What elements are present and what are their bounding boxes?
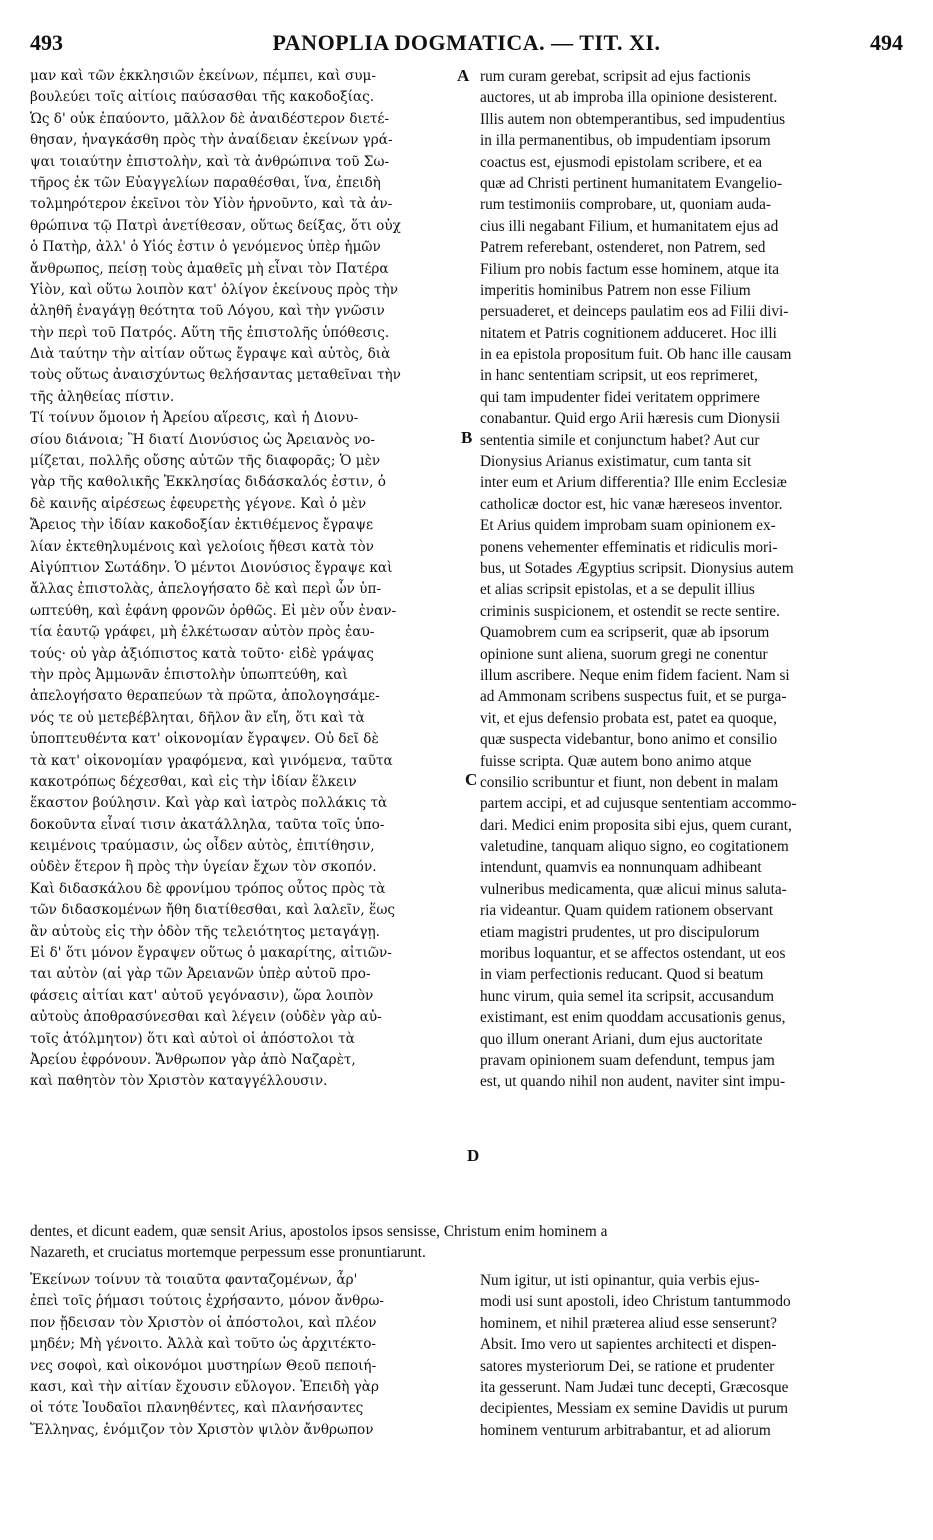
latin-text-line: auctores, ut ab improba illa opinione desisterent.: [480, 89, 778, 107]
greek-text-line: κακοτρόπως δέχεσθαι, καὶ εἰς τὴν ἰδίαν ἕλκειν: [30, 773, 357, 790]
greek-text-line: Ἄρειος τὴν ἰδίαν κακοδοξίαν ἐκτιθέμενος ἔγραψε: [30, 517, 374, 534]
greek-text-line: ται αὐτὸν (αἱ γὰρ τῶν Ἀρειανῶν ὑπὲρ αὐτοῦ προ-: [30, 966, 371, 983]
latin-text-line: inter eum et Arium differentia? Ille enim Ecclesiæ: [480, 474, 787, 492]
latin-text-line: quæ suspecta videbantur, bono animo et consilio: [480, 731, 778, 749]
greek-text-line: Εἰ δ' ὅτι μόνον ἔγραψεν οὕτως ὁ μακαρίτης, αἰτιῶν-: [30, 945, 392, 962]
left-page-number: 493: [30, 30, 63, 55]
greek-text-line: ὁ Πατὴρ, ἀλλ' ὁ Υἱός ἐστιν ὁ γενόμενος ὑπὲρ ἡμῶν: [30, 239, 381, 256]
greek-text-line: θρώπινα τῷ Πατρὶ ἀνετίθεσαν, οὕτως δείξας, ὅτι οὐχ: [30, 217, 401, 234]
latin-text-line: ad Ammonam scribens suspectus fuit, et se purga-: [480, 688, 787, 706]
latin-text-line: Patrem referebant, ostenderet, non Patrem, sed: [480, 239, 766, 257]
greek-text-line: ἀπελογήσατο θεραπεύων τὰ πρῶτα, ἀπολογησάμε-: [30, 688, 380, 705]
latin-text-line: qui tam impudenter fidei veritatem opprimere: [480, 388, 760, 406]
latin-text-line: Absit. Imo vero ut sapientes architecti et dispen-: [480, 1336, 777, 1354]
greek-text-line: τῶν διδασκομένων ἤθη διατίθεσθαι, καὶ λαλεῖν, ἕως: [30, 902, 396, 919]
greek-text-line: δὲ καινῆς αἱρέσεως ἐφευρετὴς γέγονε. Καὶ ὁ μὲν: [30, 495, 367, 512]
latin-text-line: moribus loquantur, et se affectos ostendant, ut eos: [480, 945, 786, 963]
latin-text-line: coactus est, ejusmodi epistolam scribere, et ea: [480, 153, 763, 171]
latin-text-line: decipientes, Messiam ex semine Davidis ut purum: [480, 1400, 788, 1418]
greek-text-line: ἕκαστον βούλησιν. Καὶ γὰρ καὶ ἰατρὸς πολλάκις τὰ: [30, 795, 388, 812]
latin-text-line: quæ ad Christi pertinent humanitatem Evangelio-: [480, 174, 783, 192]
greek-text-line: μηδέν; Μὴ γένοιτο. Ἀλλὰ καὶ τοῦτο ὡς ἀρχιτέκτο-: [30, 1336, 377, 1353]
greek-text-line: τούς· οὐ γὰρ ἀξιόπιστος κατὰ τοῦτο· εἰδὲ γράψας: [30, 645, 374, 662]
greek-text-line: οὐδὲν ἕτερον ἢ πρὸς τὴν ὑγείαν ἔχων τὸν σκοπόν.: [30, 859, 377, 876]
full-width-text-line: Nazareth, et cruciatus mortemque perpessum esse pronuntiarunt.: [30, 1244, 426, 1262]
latin-text-line: Et Arius quidem improbam suam opinionem ex-: [480, 517, 776, 535]
latin-text-line: in illa permanentibus, ob impudentiam ipsorum: [480, 132, 771, 150]
latin-text-line: imperitis hominibus Patrem non esse Filium: [480, 281, 751, 299]
greek-text-line: φάσεις αἰτίαι κατ' αὐτοῦ γεγόνασιν), ὥρα λοιπὸν: [30, 987, 374, 1004]
greek-text-line: τολμηρότερον ἐκεῖνοι τὸν Υἱὸν ἠρνοῦντο, καὶ τὰ ἀν-: [30, 196, 393, 213]
latin-text-line: intendunt, quamvis ea nonnunquam adhibeant: [480, 859, 762, 877]
latin-text-line: et alias scripsit epistolas, et a se depulit illius: [480, 581, 755, 599]
latin-text-line: Dionysius Arianus existimatur, cum tanta sit: [480, 453, 752, 471]
greek-text-line: πον ᾔδεισαν τὸν Χριστὸν οἱ ἀπόστολοι, καὶ πλέον: [30, 1314, 377, 1331]
latin-text-line: pravam opinionem suam defendunt, tempus jam: [480, 1051, 775, 1069]
greek-text-line: σίου διάνοια; Ἢ διατί Διονύσιος ὡς Ἀρειανὸς νο-: [30, 431, 375, 448]
greek-bottom-column: [30, 1270, 470, 1441]
latin-text-line: opinione sunt aliena, suorum gregi ne conentur: [480, 645, 768, 663]
latin-text-line: valetudine, tanquam aliquo signo, eo cogitationem: [480, 838, 789, 856]
running-title: PANOPLIA DOGMATICA. — TIT. XI.: [272, 30, 661, 55]
latin-text-line: Num igitur, ut isti opinantur, quia verbis ejus-: [480, 1272, 760, 1289]
greek-text-line: τῆρος ἐκ τῶν Εὐαγγελίων παραθέσθαι, ἵνα, ἐπειδὴ: [30, 174, 381, 191]
latin-text-line: Filium pro nobis factum esse hominem, atque ita: [480, 260, 780, 278]
latin-text-line: hominem, et nihil præterea aliud esse senserunt?: [480, 1314, 777, 1332]
latin-text-line: satores mysteriorum Dei, se ratione et prudenter: [480, 1357, 775, 1375]
greek-column: [30, 66, 458, 1093]
greek-text-line: Ἕλληνας, ἐνόμιζον τὸν Χριστὸν ψιλὸν ἄνθρωπον: [30, 1421, 374, 1438]
latin-text-line: sententia simile et conjunctum habet? Aut cur: [480, 431, 760, 449]
greek-text-line: νός τε οὐ μετεβέβληται, δῆλον ἂν εἴη, ὅτι καὶ τὰ: [30, 709, 365, 726]
latin-text-line: bus, ut Sotades Ægyptius scripsit. Dionysius autem: [480, 559, 794, 577]
greek-text-line: ἂν αὐτοὺς εἰς τὴν ὁδὸν τῆς τελειότητος μεταγάγῃ.: [30, 923, 380, 940]
greek-text-line: βουλεύει τοῖς αἰτίοις παύσασθαι τῆς κακοδοξίας.: [30, 89, 375, 106]
greek-text-line: ἐπεὶ τοῖς ῥήμασι τούτοις ἐχρήσαντο, μόνον ἄνθρω-: [30, 1293, 384, 1310]
latin-text-line: Illis autem non obtemperantibus, sed impudentius: [480, 110, 786, 128]
latin-text-line: existimant, est enim quoddam accusationis genus,: [480, 1009, 786, 1027]
latin-text-line: in hanc sententiam scripsit, ut eos reprimeret,: [480, 367, 758, 385]
greek-text-line: Ἀρείου ἐφρόνουν. Ἄνθρωπον γὰρ ἀπὸ Ναζαρὲτ,: [30, 1051, 356, 1068]
full-width-text-line: dentes, et dicunt eadem, quæ sensit Arius, apostolos ipsos sensisse, Christum enim hominem a: [30, 1223, 608, 1240]
greek-text-line: θησαν, ἠναγκάσθη πρὸς τὴν ἀναίδειαν ἐκείνων γρά-: [30, 132, 393, 149]
greek-text-line: ἄνθρωπος, πείσῃ τοὺς ἀμαθεῖς μὴ εἶναι τὸν Πατέρα: [30, 260, 389, 277]
greek-text-line: Καὶ διδασκάλου δὲ φρονίμου τρόπος οὗτος πρὸς τὰ: [30, 880, 386, 897]
greek-text-line: τῆς ἀληθείας πίστιν.: [30, 388, 175, 405]
greek-text-line: λίαν ἐκτεθηλυμένοις καὶ γελοίοις ἤθεσι κατὰ τὸν: [30, 538, 374, 555]
latin-column: [480, 66, 904, 1093]
greek-text-line: Τί τοίνυν ὅμοιον ἡ Ἀρείου αἵρεσις, καὶ ἡ Διονυ-: [30, 410, 359, 427]
greek-text-line: Διὰ ταύτην τὴν αἰτίαν οὕτως ἔγραψε καὶ αὐτὸς, διὰ: [30, 346, 391, 363]
greek-text-line: οἱ τότε Ἰουδαῖοι πλανηθέντες, καὶ πλανήσαντες: [30, 1400, 364, 1417]
marker-b: B: [461, 428, 473, 447]
right-page-number: 494: [870, 30, 903, 55]
greek-text-line: ἀληθῆ ἐναγάγῃ θεότητα τοῦ Λόγου, καὶ τὴν γνῶσιν: [30, 303, 385, 320]
greek-text-line: Ὡς δ' οὐκ ἐπαύοντο, μᾶλλον δὲ ἀναιδέστερον διετέ-: [30, 110, 390, 127]
latin-text-line: ita gesserunt. Nam Judæi tunc decepti, Græcosque: [480, 1378, 789, 1396]
marker-d: D: [467, 1146, 480, 1165]
greek-text-line: δοκοῦντα εἶναί τισιν ἀκατάλληλα, ταῦτα τοῖς ὑπο-: [30, 816, 385, 833]
latin-text-line: consilio scribuntur et fiunt, non debent in malam: [480, 773, 779, 791]
latin-text-line: ponens vehementer effeminatis et ridiculis mori-: [480, 538, 778, 556]
marker-a: A: [457, 66, 470, 85]
latin-text-line: dari. Medici enim proposita sibi ejus, quem curant,: [480, 816, 792, 834]
greek-text-line: Αἰγύπτιον Σωτάδην. Ὁ μέντοι Διονύσιος ἔγραψε καὶ: [30, 559, 393, 576]
latin-text-line: quo illum onerant Ariani, dum ejus auctoritate: [480, 1030, 763, 1048]
greek-text-line: Ἐκείνων τοίνυν τὰ τοιαῦτα φανταζομένων, ἆρ': [30, 1272, 358, 1288]
latin-text-line: rum testimoniis comprobare, ut, quoniam auda-: [480, 196, 771, 214]
greek-text-line: κειμένοις τραύμασιν, ὡς οἶδεν αὐτὸς, ἐπιτίθησιν,: [30, 838, 375, 855]
greek-text-line: ωπτεύθη, καὶ ἐφάνη φρονῶν ὀρθῶς. Εἰ μὲν οὖν ἐναν-: [30, 602, 397, 619]
latin-text-line: vulneribus medicamenta, quæ alicui minus saluta-: [480, 880, 787, 898]
latin-text-line: etiam magistri prudentes, ut pro discipulorum: [480, 923, 760, 941]
greek-text-line: τὰ κατ' οἰκονομίαν γραφόμενα, καὶ γινόμενα, ταῦτα: [30, 752, 393, 769]
page-header: [30, 30, 903, 60]
latin-text-line: persuaderet, et deinceps paulatim eos ad Filii divi-: [480, 303, 789, 321]
latin-text-line: cius illi negabant Filium, et humanitatem ejus ad: [480, 217, 779, 235]
greek-text-line: τοῖς ἀτόλμητον) ὅτι καὶ αὐτοὶ οἱ ἀπόστολοι τὰ: [30, 1030, 355, 1047]
marker-c: C: [465, 770, 478, 789]
greek-text-line: γὰρ τῆς καθολικῆς Ἐκκλησίας διδάσκαλός ἐστιν, ὁ: [30, 474, 386, 491]
latin-text-line: in ea epistola propositum fuit. Ob hanc ille causam: [480, 346, 792, 364]
latin-text-line: est, ut quando nihil non audent, naviter sint impu-: [480, 1073, 786, 1091]
latin-text-line: hunc virum, quia semel ita scripsit, accusandum: [480, 987, 774, 1005]
latin-text-line: illum ascribere. Neque enim fidem facient. Nam si: [480, 666, 790, 684]
greek-text-line: καὶ παθητὸν τὸν Χριστὸν καταγγέλλουσιν.: [30, 1073, 328, 1090]
greek-text-line: τὴν πρὸς Ἀμμωνᾶν ἐπιστολὴν ὑπωπτεύθη, καὶ: [30, 666, 348, 683]
latin-text-line: modi usi sunt apostoli, ideo Christum tantummodo: [480, 1293, 791, 1311]
greek-text-line: τοὺς οὕτως ἀναισχύντως θελήσαντας μεταθεῖναι τὴν: [30, 367, 401, 384]
greek-text-line: ἄλλας ἐπιστολὰς, ἀπελογήσατο δὲ καὶ περὶ ὧν ὑπ-: [30, 581, 382, 598]
latin-text-line: conabantur. Quid ergo Arii hæresis cum Dionysii: [480, 410, 781, 428]
greek-text-line: αὐτοὺς ἀποθρασύνεσθαι καὶ λέγειν (οὐδὲν γὰρ αὐ-: [30, 1009, 382, 1026]
latin-text-line: partem accipi, et ad cujusque sententiam accommo-: [480, 795, 797, 813]
full-width-text: [30, 1221, 906, 1264]
latin-text-line: rum curam gerebat, scripsit ad ejus factionis: [480, 68, 751, 85]
greek-text-line: μίζεται, πολλῆς οὔσης αὐτῶν τῆς διαφορᾶς; Ὁ μὲν: [30, 453, 381, 470]
greek-text-line: τὴν περὶ τοῦ Πατρός. Αὕτη τῆς ἐπιστολῆς ὑπόθεσις.: [30, 324, 390, 341]
latin-bottom-column: [480, 1270, 904, 1441]
greek-text-line: ὑποπτευθέντα κατ' οἰκονομίαν ἔγραψεν. Οὐ δεῖ δὲ: [30, 731, 379, 748]
latin-text-line: hominem venturum arbitrabantur, et ad aliorum: [480, 1421, 771, 1439]
greek-text-line: κασι, καὶ τὴν αἰτίαν ἔχουσιν εὔλογον. Ἐπειδὴ γὰρ: [30, 1378, 379, 1395]
latin-text-line: Quamobrem cum ea scripserit, quæ ab ipsorum: [480, 624, 770, 642]
greek-text-line: μαν καὶ τῶν ἐκκλησιῶν ἐκείνων, πέμπει, καὶ συμ-: [30, 68, 376, 84]
greek-text-line: Υἱὸν, καὶ οὕτω λοιπὸν κατ' ὀλίγον ἐκείνους πρὸς τὴν: [30, 281, 398, 298]
greek-text-line: ψαι τοιαύτην ἐπιστολὴν, καὶ τὰ ἀνθρώπινα τοῦ Σω-: [30, 153, 390, 170]
latin-text-line: vit, et ejus defensio probata est, patet ea quoque,: [480, 709, 777, 727]
latin-text-line: nitatem et Patris cognitionem adduceret. Hoc illi: [480, 324, 777, 342]
greek-text-line: νες σοφοὶ, καὶ οἰκονόμοι μυστηρίων Θεοῦ πεποιή-: [30, 1357, 377, 1374]
latin-text-line: in viam perfectionis reducant. Quod si beatum: [480, 966, 764, 984]
latin-text-line: ria videantur. Quam quidem rationem observant: [480, 902, 774, 920]
greek-text-line: τία ἑαυτῷ γράφει, μὴ ἑλκέτωσαν αὐτὸν πρὸς ἑαυ-: [30, 624, 375, 641]
latin-text-line: fuisse scripta. Quæ autem bono animo atque: [480, 752, 752, 770]
latin-text-line: catholicæ doctor est, hic vanæ hæreseos inventor.: [480, 495, 783, 513]
latin-text-line: criminis suspicionem, et ostendit se recte sentire.: [480, 602, 780, 620]
